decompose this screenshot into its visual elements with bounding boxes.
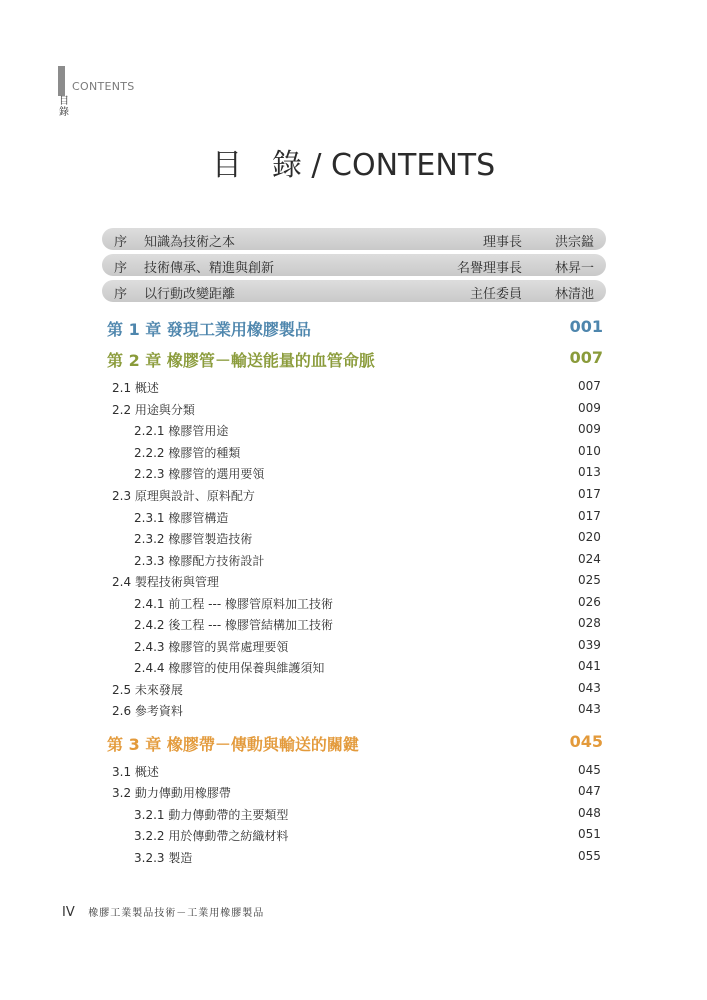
toc-entry[interactable]: [134, 528, 707, 548]
preface-label: 序: [114, 235, 128, 250]
toc-entry-page: 025: [578, 573, 601, 587]
toc-entry-page: 051: [578, 827, 601, 841]
toc-entry[interactable]: [112, 571, 707, 591]
toc-entry-page: 007: [578, 379, 601, 393]
toc-entry[interactable]: [134, 463, 707, 483]
preface-label: 序: [114, 287, 128, 302]
toc-entry-title: 2.3 原理與設計、原料配方: [112, 489, 255, 503]
footer-page-number: IV: [62, 905, 75, 920]
toc-entry[interactable]: [134, 636, 707, 656]
chapter-title: 第 3 章 橡膠帶－傳動與輸送的關鍵: [107, 735, 359, 754]
preface-author-name: 林清池: [554, 287, 594, 302]
toc-entry-title: 2.2.2 橡膠管的種類: [134, 446, 241, 460]
toc-entry-page: 047: [578, 784, 601, 798]
toc-entry-page: 009: [578, 422, 601, 436]
toc-entry[interactable]: [112, 761, 707, 781]
toc-entry-title: 2.1 概述: [112, 381, 159, 395]
toc-entry-title: 2.4.3 橡膠管的異常處理要領: [134, 640, 289, 654]
toc-entry[interactable]: [134, 614, 707, 634]
toc-entry[interactable]: [112, 377, 707, 397]
preface-author-role: 名譽理事長: [456, 261, 522, 276]
toc-entry-title: 2.6 參考資料: [112, 704, 183, 718]
chapter-page: 001: [569, 317, 603, 336]
toc-entry-page: 045: [578, 763, 601, 777]
preface-title: 以行動改變距離: [144, 287, 236, 302]
footer-book-title: 橡膠工業製品技術－工業用橡膠製品: [88, 908, 265, 919]
chapter-heading-3[interactable]: [107, 729, 603, 755]
preface-row[interactable]: [102, 280, 606, 302]
toc-entry-page: 048: [578, 806, 601, 820]
toc-entry[interactable]: [112, 679, 707, 699]
toc-entry-title: 2.2.3 橡膠管的選用要領: [134, 467, 265, 481]
toc-entry-title: 2.3.1 橡膠管構造: [134, 511, 229, 525]
toc-entry[interactable]: [134, 420, 707, 440]
toc-entry-title: 2.2.1 橡膠管用途: [134, 424, 229, 438]
chapter-heading-1[interactable]: [107, 314, 603, 340]
preface-row[interactable]: [102, 228, 606, 250]
page-title: 目 錄 / CONTENTS: [211, 148, 496, 183]
section-tab-cjk-label: 目錄: [59, 96, 69, 118]
preface-author-name: 林昇一: [554, 261, 594, 276]
preface-author-role: 理事長: [482, 235, 522, 250]
toc-entry[interactable]: [112, 700, 707, 720]
chapter-page: 007: [569, 348, 603, 367]
toc-entry[interactable]: [134, 550, 707, 570]
preface-row[interactable]: [102, 254, 606, 276]
toc-entry-page: 043: [578, 702, 601, 716]
toc-entry-page: 017: [578, 487, 601, 501]
toc-entry-title: 2.4 製程技術與管理: [112, 575, 219, 589]
toc-entry-page: 010: [578, 444, 601, 458]
toc-entry-page: 017: [578, 509, 601, 523]
toc-entry-page: 024: [578, 552, 601, 566]
chapter-heading-2[interactable]: [107, 345, 603, 371]
toc-entry-title: 3.2.1 動力傳動帶的主要類型: [134, 808, 289, 822]
toc-entry-page: 043: [578, 681, 601, 695]
toc-entry-page: 013: [578, 465, 601, 479]
toc-entry-title: 2.4.4 橡膠管的使用保養與維護須知: [134, 661, 325, 675]
toc-entry[interactable]: [112, 399, 707, 419]
preface-label: 序: [114, 261, 128, 276]
toc-entry[interactable]: [134, 657, 707, 677]
toc-entry-title: 2.5 未來發展: [112, 683, 183, 697]
toc-entry-title: 2.3.2 橡膠管製造技術: [134, 532, 253, 546]
toc-entry[interactable]: [112, 485, 707, 505]
toc-entry[interactable]: [134, 804, 707, 824]
preface-title: 知識為技術之本: [144, 235, 236, 250]
toc-entry-title: 2.4.1 前工程 --- 橡膠管原料加工技術: [134, 597, 333, 611]
toc-entry-page: 039: [578, 638, 601, 652]
toc-entry[interactable]: [134, 847, 707, 867]
toc-entry-title: 2.3.3 橡膠配方技術設計: [134, 554, 265, 568]
chapter-title: 第 1 章 發現工業用橡膠製品: [107, 320, 311, 339]
toc-entry-page: 041: [578, 659, 601, 673]
toc-entry-title: 3.2 動力傳動用橡膠帶: [112, 786, 231, 800]
toc-entry-title: 3.1 概述: [112, 765, 159, 779]
section-tab-label: CONTENTS: [72, 80, 135, 93]
toc-entry-title: 2.4.2 後工程 --- 橡膠管結構加工技術: [134, 618, 333, 632]
chapter-page: 045: [569, 732, 603, 751]
toc-entry[interactable]: [112, 782, 707, 802]
page-footer: [62, 904, 264, 920]
chapter-title: 第 2 章 橡膠管－輸送能量的血管命脈: [107, 351, 375, 370]
toc-entry[interactable]: [134, 507, 707, 527]
toc-entry-title: 3.2.2 用於傳動帶之紡織材料: [134, 829, 289, 843]
toc-entry-page: 028: [578, 616, 601, 630]
toc-entry-title: 2.2 用途與分類: [112, 403, 195, 417]
section-tab-bar: [58, 66, 65, 96]
toc-entry[interactable]: [134, 442, 707, 462]
toc-entry-page: 026: [578, 595, 601, 609]
toc-entry[interactable]: [134, 593, 707, 613]
preface-title: 技術傳承、精進與創新: [144, 261, 275, 276]
toc-entry-page: 020: [578, 530, 601, 544]
toc-entry-title: 3.2.3 製造: [134, 851, 193, 865]
preface-author-role: 主任委員: [469, 287, 522, 302]
toc-entry-page: 009: [578, 401, 601, 415]
toc-entry[interactable]: [134, 825, 707, 845]
preface-author-name: 洪宗鎰: [554, 235, 594, 250]
toc-entry-page: 055: [578, 849, 601, 863]
